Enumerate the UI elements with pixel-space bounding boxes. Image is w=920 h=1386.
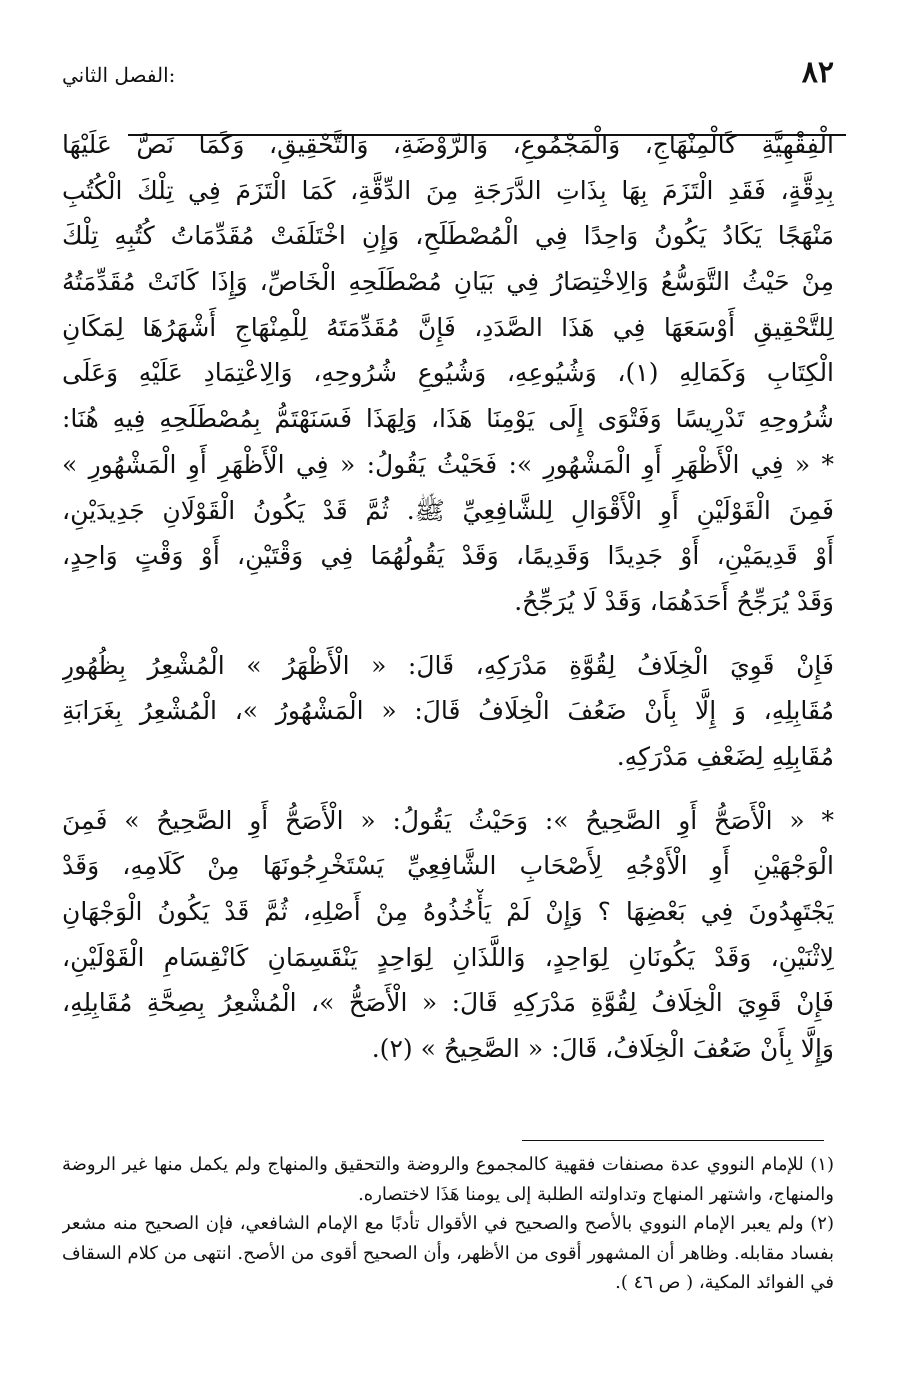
text-line: مُقَابِلِهِ لِضَعْفِ مَدْرَكِهِ. [616, 741, 834, 771]
text-line: الْوَجْهَيْنِ أَوِ الْأَوْجُهِ لِأَصْحَابِ الشَّافِعِيِّ يَسْتَخْرِجُونَهَا مِنْ كَلَامِهِ، وَقَدْ [62, 851, 834, 881]
text-line: الْكِتَابِ وَكَمَالِهِ (١)، وَشُيُوعِهِ، وَشُيُوعِ شُرُوحِهِ، وَالِاعْتِمَادِ عَلَيْهِ وَعَلَى [62, 358, 834, 388]
text-line: وَإِلَّا بِأَنْ ضَعُفَ الْخِلَافُ، قَالَ: « الصَّحِيحُ » (٢). [371, 1034, 834, 1064]
footnote-line: (١) للإمام النووي عدة مصنفات فقهية كالمجموع والروضة والتحقيق والمنهاج ولم يكمل منها غير الروضة [62, 1154, 834, 1175]
page-number: ٨٢ [801, 55, 834, 90]
text-line: لِاثْنَيْنِ، وَقَدْ يَكُونَانِ لِوَاحِدٍ، وَاللَّذَانِ لِوَاحِدٍ يَنْقَسِمَانِ كَانْقِسَامِ الْقَوْلَيْنِ، [62, 942, 834, 972]
footnote-line: في الفوائد المكية، ( ص ٤٦ ). [615, 1272, 834, 1294]
text-line: مُقَابِلِهِ، وَ إِلَّا بِأَنْ ضَعُفَ الْخِلَافُ قَالَ: « الْمَشْهُورُ »، الْمُشْعِرُ بِغَرَابَةِ [62, 696, 834, 726]
text-line: الْفِقْهِيَّةِ كَالْمِنْهَاجِ، وَالْمَجْمُوعِ، وَالرَّوْضَةِ، وَالتَّحْقِيقِ، وَكَمَا نَصَّ عَلَيْهَا [62, 130, 834, 159]
page-header [62, 56, 834, 96]
text-line: بِدِقَّةٍ، فَقَدِ الْتَزَمَ بِهَا بِذَاتِ الدَّرَجَةِ مِنَ الدِّقَّةِ، كَمَا الْتَزَمَ فِي تِلْكَ الْكُتُبِ [62, 175, 834, 205]
footnote-divider [522, 1140, 824, 1141]
text-line: لِلتَّحْقِيقِ أَوْسَعَهَا فِي هَذَا الصَّدَدِ، فَإِنَّ مُقَدِّمَتَهُ لِلْمِنْهَاجِ أَشْهَرُهَا لِمَكَانِ [62, 312, 834, 342]
text-line: يَجْتَهِدُونَ فِي بَعْضِهَا ؟ وَإِنْ لَمْ يَأْخُذُوهُ مِنْ أَصْلِهِ، ثُمَّ قَدْ يَكُونُ الْوَجْهَانِ [62, 897, 834, 926]
paragraph-gap [62, 780, 834, 798]
footnote-line: والمنهاج، واشتهر المنهاج وتداولته الطلبة إلى يومنا هَذَا لاختصاره. [358, 1183, 834, 1205]
section-heading-line: * « الْأَصَحُّ أَوِ الصَّحِيحُ »: وَحَيْثُ يَقُولُ: « الْأَصَحُّ أَوِ الصَّحِيحُ » فَمِنَ [62, 805, 834, 835]
text-line: أَوْ قَدِيمَيْنِ، أَوْ جَدِيدًا وَقَدِيمًا، وَقَدْ يَقُولُهُمَا فِي وَقْتَيْنِ، أَوْ وَقْتٍ وَاحِدٍ، [62, 541, 834, 571]
footnote-line: بفساد مقابله. وظاهر أن المشهور أقوى من الأظهر، وأن الصحيح أقوى من الأصح. انتهى من كلام السقاف [62, 1242, 834, 1264]
section-heading-line: * « فِي الْأَظْهَرِ أَوِ الْمَشْهُورِ »: فَحَيْثُ يَقُولُ: « فِي الْأَظْهَرِ أَوِ الْمَشْهُورِ » [62, 449, 834, 479]
text-line: مِنْ حَيْثُ التَّوَسُّعُ وَالِاخْتِصَارُ فِي بَيَانِ مُصْطَلَحِهِ الْخَاصِّ، وَإِذَا كَانَتْ مُقَدِّمَتُهُ [62, 267, 834, 297]
text-line: فَمِنَ الْقَوْلَيْنِ أَوِ الْأَقْوَالِ لِلشَّافِعِيِّ ﷺ. ثُمَّ قَدْ يَكُونُ الْقَوْلَانِ جَدِيدَيْنِ، [62, 495, 834, 525]
text-line: فَإِنْ قَوِيَ الْخِلَافُ لِقُوَّةِ مَدْرَكِهِ، قَالَ: « الْأَظْهَرُ » الْمُشْعِرُ بِظُهُورِ [62, 650, 834, 680]
chapter-title: الفصل الثاني: [62, 63, 176, 87]
paragraph-gap [62, 625, 834, 643]
text-line: فَإِنْ قَوِيَ الْخِلَافُ لِقُوَّةِ مَدْرَكِهِ قَالَ: « الْأَصَحُّ »، الْمُشْعِرُ بِصِحَّةِ مُقَابِلِهِ، [62, 988, 834, 1018]
footnote-line: (٢) ولم يعبر الإمام النووي بالأصح والصحيح في الأقوال تأدبًا مع الإمام الشافعي، فإن الصحيح منه مشعر [62, 1213, 834, 1235]
text-line: شُرُوحِهِ تَدْرِيسًا وَفَتْوَى إِلَى يَوْمِنَا هَذَا، وَلِهَذَا فَسَنَهْتَمُّ بِمُصْطَلَحِهِ فِيهِ هُنَا: [62, 404, 834, 434]
text-line: مَنْهَجًا يَكَادُ يَكُونُ وَاحِدًا فِي الْمُصْطَلَحِ، وَإِنِ اخْتَلَفَتْ مُقَدِّمَاتُ كُتُبِهِ تِلْكَ [62, 221, 834, 251]
main-text [62, 122, 834, 1072]
footnotes [62, 1150, 834, 1298]
text-line: وَقَدْ يُرَجِّحُ أَحَدَهُمَا، وَقَدْ لَا يُرَجِّحُ. [514, 586, 834, 616]
